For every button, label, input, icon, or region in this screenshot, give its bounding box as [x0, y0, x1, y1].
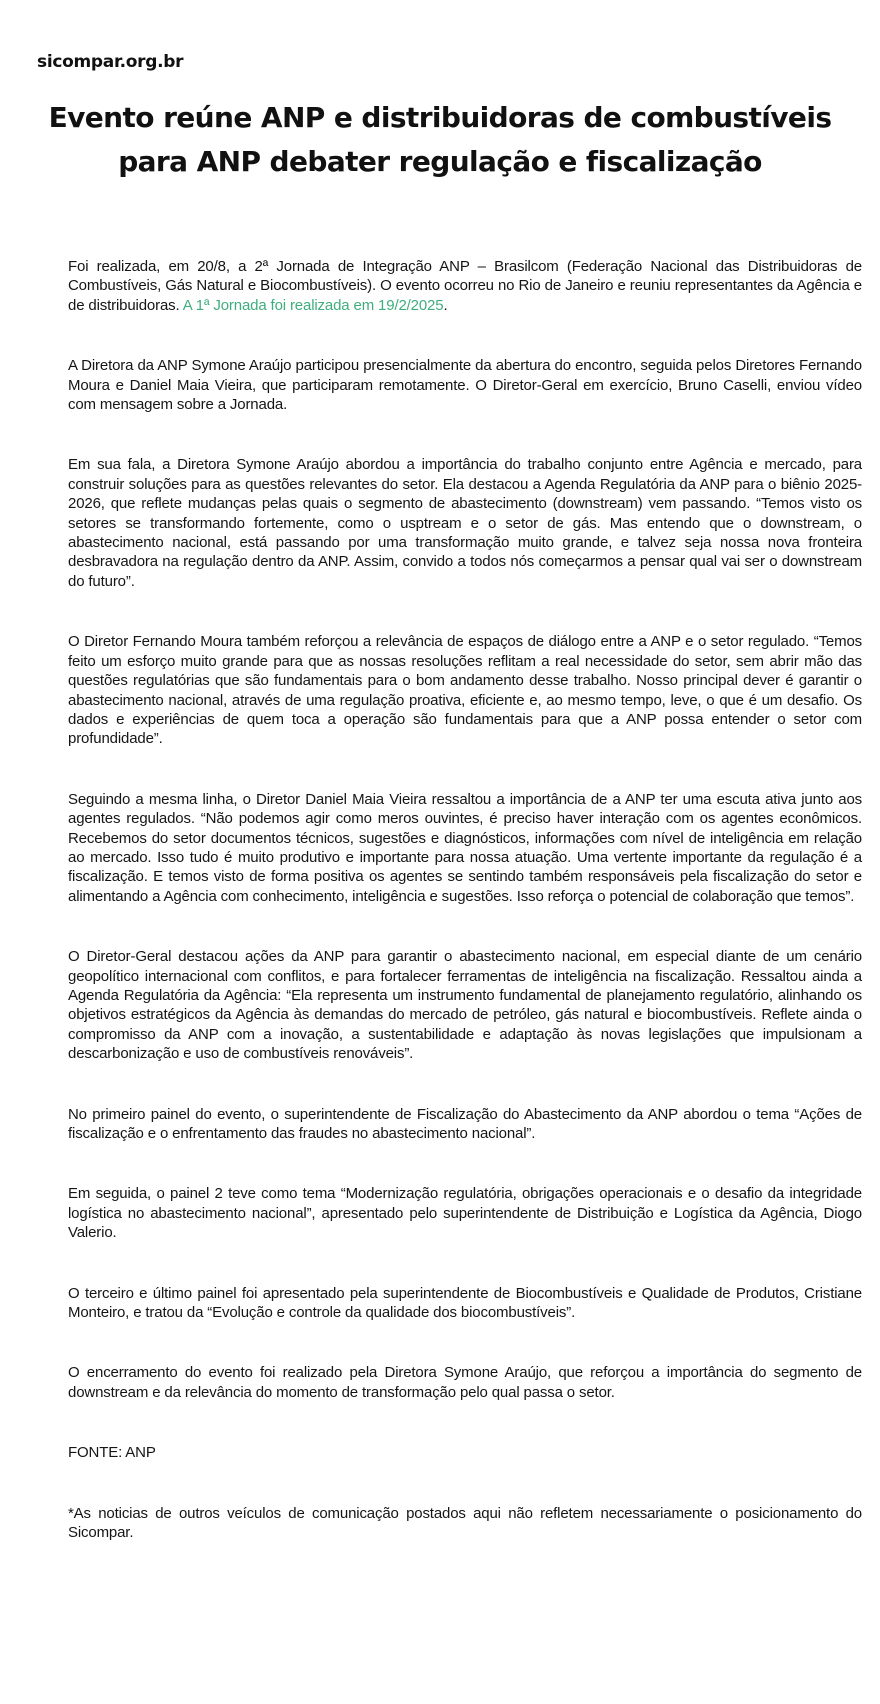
- article-body: [68, 257, 862, 1542]
- article-paragraph: O encerramento do evento foi realizado pela Diretora Symone Araújo, que reforçou a importância do segmento de downstream e da relevância do momento de transformação pelo qual passa o setor.: [68, 1364, 862, 1401]
- article-paragraph: A Diretora da ANP Symone Araújo participou presencialmente da abertura do encontro, seguida pelos Diretores Fernando Moura e Daniel Maia Vieira, que participaram remotamente. O Diretor-Geral em exercício, Bruno Caselli, enviou vídeo com mensagem sobre a Jornada.: [68, 357, 862, 414]
- article-title: Evento reúne ANP e distribuidoras de combustíveis para ANP debater regulação e fiscalização: [48, 101, 832, 178]
- site-name: sicompar.org.br: [37, 52, 184, 72]
- article-paragraph: O terceiro e último painel foi apresentado pela superintendente de Biocombustíveis e Qualidade de Produtos, Cristiane Monteiro, e tratou da “Evolução e controle da qualidade dos biocombustíveis”.: [68, 1284, 862, 1322]
- article-paragraph: O Diretor-Geral destacou ações da ANP para garantir o abastecimento nacional, em especial diante de um cenário geopolítico internacional com conflitos, e para fortalecer ferramentas de inteligência na fiscalização. Ressaltou ainda a Agenda Regulatória da Agência: “Ela representa um instrumento fundamental de planejamento regulatório, alinhando os objetivos estratégicos da Agência às demandas do mercado de petróleo, gás natural e biocombustíveis. Reflete ainda o compromisso da ANP com a inovação, a sustentabilidade e adaptação às novas legislações que impulsionam a descarbonização e uso de combustíveis renováveis”.: [68, 948, 862, 1063]
- paragraph-text-end: .: [443, 296, 448, 314]
- article-paragraph: No primeiro painel do evento, o superintendente de Fiscalização do Abastecimento da ANP abordou o tema “Ações de fiscalização e o enfrentamento das fraudes no abastecimento nacional”.: [68, 1105, 862, 1142]
- article-paragraph: O Diretor Fernando Moura também reforçou a relevância de espaços de diálogo entre a ANP e o setor regulado. “Temos feito um esforço muito grande para que as nossas resoluções reflitam a real necessidade do setor, sem abrir mão das questões regulatórias que são fundamentais para o bom andamento desse trabalho. Nosso principal dever é garantir o abastecimento nacional, através de uma regulação proativa, eficiente e, ao mesmo tempo, leve, o que é um desafio. Os dados e experiências de quem toca a operação são fundamentais para que a ANP possa entender o setor com profundidade”.: [68, 633, 862, 748]
- article-paragraph: Seguindo a mesma linha, o Diretor Daniel Maia Vieira ressaltou a importância de a ANP ter uma escuta ativa junto aos agentes regulados. “Não podemos agir como meros ouvintes, é preciso haver interação com os agentes econômicos. Recebemos do setor documentos técnicos, sugestões e diagnósticos, informações com nível de inteligência em relação ao mercado. Isso tudo é muito produtivo e importante para nossa atuação. Uma vertente importante da regulação é a fiscalização. E temos visto de forma positiva os agentes se sentindo também responsáveis pela fiscalização do setor e alimentando a Agência com conhecimento, inteligência e sugestões. Isso reforça o potencial de colaboração que temos”.: [68, 790, 862, 905]
- paragraph-text: Foi realizada, em 20/8, a 2ª Jornada de Integração ANP – Brasilcom (Federação Nacional das Distribuidoras de Combustíveis, Gás Natural e Biocombustíveis). O evento ocorreu no Rio de Janeiro e reuniu representantes da Agência e de distribuidoras.: [68, 258, 862, 314]
- first-jornada-link[interactable]: A 1ª Jornada foi realizada em 19/2/2025: [182, 296, 444, 314]
- disclaimer: *As noticias de outros veículos de comunicação postados aqui não refletem necessariamente o posicionamento do Sicompar.: [68, 1504, 862, 1542]
- source-credit: FONTE: ANP: [68, 1444, 156, 1462]
- article-paragraph: Em sua fala, a Diretora Symone Araújo abordou a importância do trabalho conjunto entre Agência e mercado, para construir soluções para as questões relevantes do setor. Ela destacou a Agenda Regulatória da ANP para o biênio 2025-2026, que reflete mudanças pelas quais o segmento de abastecimento (downstream) vem passando. “Temos visto os setores se transformando fortemente, como o usptream e o setor de gás. Mas entendo que o downstream, o abastecimento nacional, está passando por uma transformação muito grande, e talvez seja nossa nova fronteira desbravadora na regulação dentro da ANP. Assim, convido a todos nós começarmos a pensar qual vai ser o downstream do futuro”.: [68, 456, 862, 590]
- article-paragraph: [68, 257, 862, 315]
- article-paragraph: Em seguida, o painel 2 teve como tema “Modernização regulatória, obrigações operacionais e o desafio da integridade logística no abastecimento nacional”, apresentado pelo superintendente de Distribuição e Logística da Agência, Diogo Valerio.: [68, 1185, 862, 1242]
